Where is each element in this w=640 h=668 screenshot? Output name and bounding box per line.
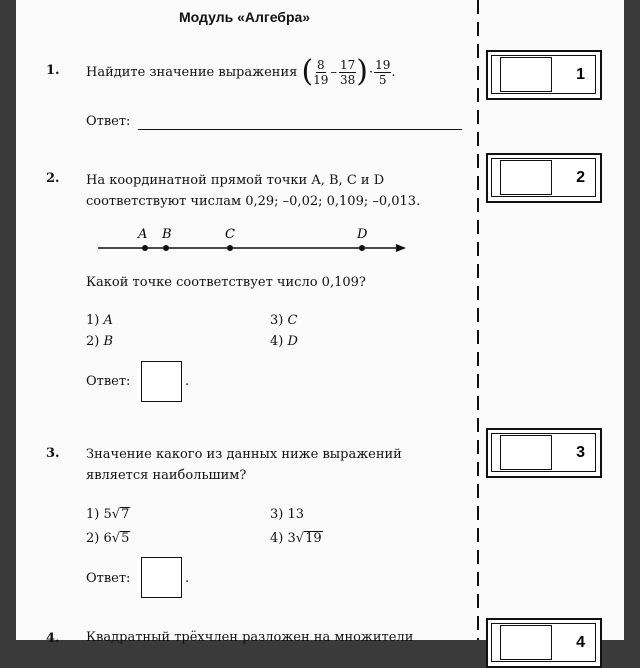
minus-sign: – (330, 64, 337, 80)
answer-field-label-2: 2 (576, 169, 585, 186)
answer-field-3[interactable] (486, 428, 602, 478)
answer-box-3[interactable] (141, 557, 182, 598)
option-3-1[interactable]: 1) 5√7 (86, 507, 130, 522)
problem-3-number: 3. (46, 446, 60, 461)
problem-2-question: Какой точке соответствует число 0,109? (86, 275, 366, 290)
answer-period-2: . (185, 374, 190, 389)
answer-cell-1[interactable] (500, 57, 552, 92)
point-b (163, 245, 169, 251)
point-a (142, 245, 148, 251)
label-c: C (225, 227, 235, 242)
problem-2-line-2: соответствуют числам 0,29; –0,02; 0,109; –0,013. (86, 194, 421, 209)
problem-2-number: 2. (46, 171, 60, 186)
answer-cell-4[interactable] (500, 625, 552, 660)
label-d: D (357, 227, 368, 242)
answer-field-2[interactable] (486, 153, 602, 203)
option-2-3[interactable]: 3) C (270, 313, 298, 328)
problem-3-text (86, 444, 466, 486)
answer-label-3: Ответ: (86, 571, 131, 586)
paren-close: ) (356, 54, 368, 89)
fraction-1: $\frac{8}{19}$ (313, 57, 329, 87)
fraction-2: $\frac{17}{38}$ (339, 57, 356, 87)
point-c (227, 245, 233, 251)
problem-1-text (86, 54, 396, 90)
paren-open: ( (301, 54, 314, 89)
label-a: A (138, 227, 148, 242)
problem-2-line-1: На координатной прямой точки A, B, C и D (86, 173, 385, 188)
point-d (359, 245, 365, 251)
multiply-sign: · (368, 64, 374, 80)
problem-1-prompt: Найдите значение выражения (86, 64, 298, 80)
page-title: Модуль «Алгебра» (179, 9, 311, 25)
answer-label-1: Ответ: (86, 114, 131, 129)
option-2-2[interactable]: 2) B (86, 334, 114, 349)
problem-2-text (86, 170, 466, 212)
answer-field-label-1: 1 (576, 66, 585, 83)
option-2-4[interactable]: 4) D (270, 334, 298, 349)
answer-box-2[interactable] (141, 361, 182, 402)
cut-line (477, 0, 479, 640)
answer-cell-2[interactable] (500, 160, 552, 195)
answer-cell-3[interactable] (500, 435, 552, 470)
problem-3-line-2: является наибольшим? (86, 468, 247, 483)
fraction-3: $\frac{19}{5}$ (375, 57, 391, 87)
answer-line-1[interactable] (138, 129, 462, 130)
problem-3-line-1: Значение какого из данных ниже выражений (86, 447, 402, 462)
answer-period-3: . (185, 571, 190, 586)
problem-4-text: Квадратный трёхчлен разложен на множители (86, 630, 414, 645)
option-3-2[interactable]: 2) 6√5 (86, 531, 130, 546)
answer-field-4[interactable] (486, 618, 602, 668)
number-line (94, 222, 414, 256)
period: . (391, 64, 396, 80)
label-b: B (162, 227, 172, 242)
option-3-3[interactable]: 3) 13 (270, 507, 305, 522)
answer-field-label-3: 3 (576, 444, 585, 461)
problem-4-number: 4. (46, 631, 60, 646)
option-2-1[interactable]: 1) A (86, 313, 113, 328)
answer-field-label-4: 4 (576, 634, 585, 651)
answer-field-1[interactable] (486, 50, 602, 100)
option-3-4[interactable]: 4) 3√19 (270, 531, 322, 546)
answer-label-2: Ответ: (86, 374, 131, 389)
problem-1-number: 1. (46, 63, 60, 78)
worksheet-page (16, 0, 624, 651)
